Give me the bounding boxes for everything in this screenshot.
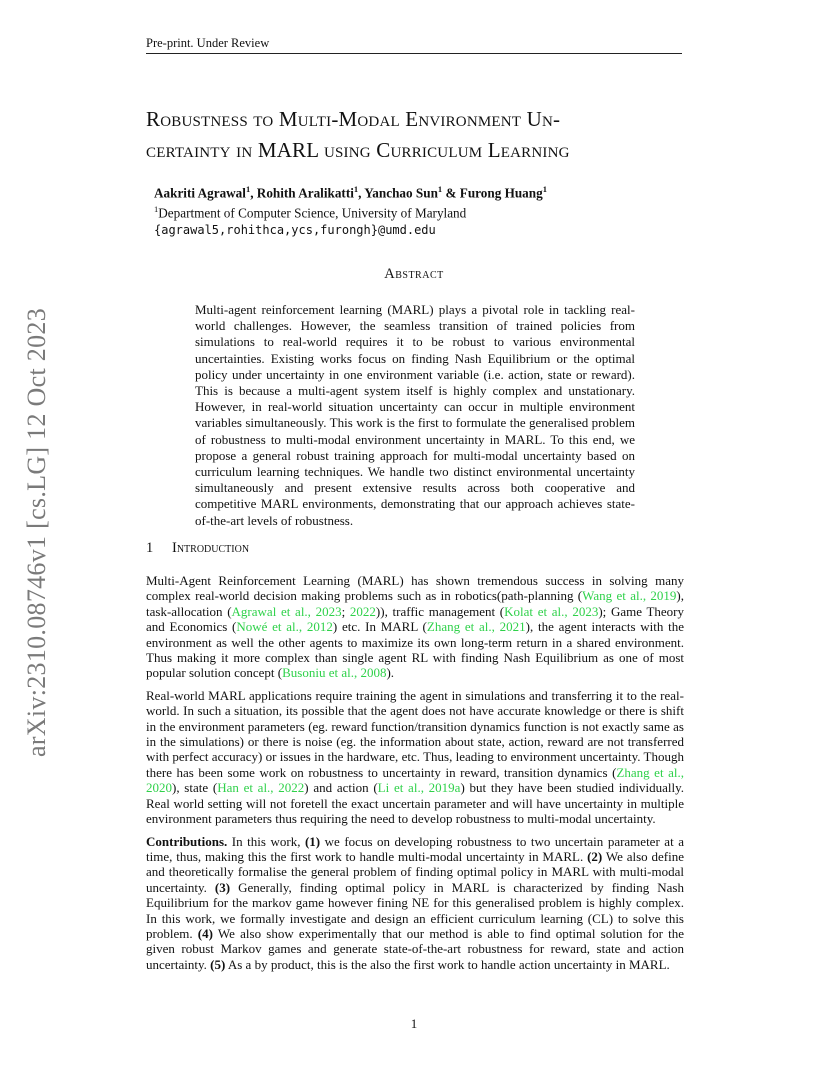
text-run: ), state (: [172, 780, 218, 796]
affiliation: [154, 201, 694, 221]
text-run: Generally, finding optimal policy in MARL is characterized by finding Nash Equilibrium for the markov game however fining NE for this generalised problem is highly complex. In this work, we formally investigate and design an efficient curriculum learning (CL) to solve this problem.: [146, 879, 684, 941]
text-run: We also show experimentally that our method is able to find optimal solution for the given robust Markov games and generate state-of-the-art robustness for reward, state and action uncertainty.: [146, 925, 684, 972]
contribution-marker: (3): [214, 879, 231, 895]
paragraph: [146, 573, 684, 681]
text-run: ), task-allocation (: [146, 588, 685, 619]
text-run: ), the agent interacts with the environment as well the other agents to maximize its own long-term return in a shared environment. Thus making it more complex than single agent RL with finding Nash Equilibrium as one of most popular solution concept (: [146, 619, 685, 681]
text-run: Multi-Agent Reinforcement Learning (MARL) has shown tremendous success in solving many complex real-world decision making problems such as in robotics(path-planning (: [146, 573, 684, 604]
text-run: As a by product, this is the also the first work to handle action uncertainty in MARL.: [225, 956, 670, 972]
contribution-marker: (2): [587, 848, 603, 864]
author-block: [154, 181, 694, 239]
citation-link[interactable]: Wang et al., 2019: [582, 588, 677, 604]
author-separator: ,: [250, 185, 257, 201]
abstract-text: Multi-agent reinforcement learning (MARL) plays a pivotal role in tackling real-world challenges. However, the seamless transition of trained policies from simulations to real-world requires it to be robust to various environmental uncertainties. Existing works focus on finding Nash Equilibrium or the optimal policy under uncertainty in one environment variable (i.e. action, state or reward). This is because a multi-agent system itself is highly complex and unstationary. However, in real-world situation uncertainty can occur in multiple environment variables simultaneously. This work is the first to formulate the generalised problem of robustness to multi-modal environment uncertainty in MARL. To this end, we propose a general robust training approach for multi-modal uncertainty based on curriculum learning techniques. We handle two distinct environmental uncertainty simultaneously and present extensive results across both cooperative and competitive MARL environments, demonstrating that our approach achieves state-of-the-art levels of robustness.: [195, 302, 635, 528]
contributions-label: Contributions.: [146, 833, 228, 849]
contribution-marker: (1): [304, 833, 321, 849]
text-run: In this work,: [227, 833, 305, 849]
author-emails[interactable]: {agrawal5,rohithca,ycs,furongh}@umd.edu: [154, 222, 436, 237]
author-name: Furong Huang: [459, 185, 543, 201]
introduction-body: [146, 573, 684, 979]
author-separator: &: [442, 185, 460, 201]
author-name: Yanchao Sun: [364, 185, 438, 201]
citation-link[interactable]: Agrawal et al., 2023: [231, 603, 342, 619]
text-run: ); Game Theory and Economics (: [146, 603, 684, 635]
citation-link[interactable]: Busoniu et al., 2008: [282, 665, 387, 681]
contribution-marker: (4): [197, 925, 213, 941]
text-run: ) etc. In MARL (: [332, 619, 427, 635]
citation-link[interactable]: Li et al., 2019a: [377, 780, 461, 796]
section-heading-introduction: [146, 540, 249, 557]
text-run: ).: [386, 665, 395, 681]
author-name: Rohith Aralikatti: [256, 185, 354, 201]
title-line-1: Robustness to Multi-Modal Environment Un-: [146, 107, 561, 131]
paper-title: [146, 104, 706, 166]
author-separator: ,: [358, 185, 365, 201]
affiliation-mark: 1: [245, 184, 251, 194]
affiliation-mark: 1: [154, 204, 159, 215]
citation-link[interactable]: Zhang et al., 2020: [146, 764, 684, 796]
abstract-heading: Abstract: [384, 266, 444, 282]
text-run: we focus on developing robustness to two uncertain parameter at a time, thus, making this the first work to handle multi-modal uncertainty in MARL.: [146, 833, 684, 864]
paragraph: [146, 834, 684, 973]
text-run: We also define and theoretically formalise the general problem of finding optimal policy in MARL with multi-modal uncertainty.: [146, 848, 685, 895]
text-run: )), traffic management (: [375, 603, 505, 619]
text-run: ) but they have been studied individually. Real world setting will not foretell the exact uncertain parameter and will have uncertainty in multiple environment parameters thus requiring the need to develop robustness to multi-modal uncertainty.: [146, 780, 684, 827]
text-run: ;: [341, 603, 350, 619]
citation-link[interactable]: Nowé et al., 2012: [236, 619, 333, 635]
author-name: Aakriti Agrawal: [154, 185, 246, 201]
affiliation-mark: 1: [437, 184, 443, 194]
citation-link[interactable]: 2022: [349, 603, 376, 619]
citation-link[interactable]: Kolat et al., 2023: [504, 603, 599, 619]
author-names: [154, 181, 694, 201]
text-run: Real-world MARL applications require training the agent in simulations and transferring it to the real-world. In such a situation, its possible that the agent does not have accurate knowledge or there is shift in the environment parameters (eg. reward function/transition dynamics function is not exactly same as in the simulations) or there is noise (eg. the information about state, action, reward are not transferred with perfect accuracy) or issues in the hardware, etc. Thus, leading to environment uncertainty. Though there has been some work on robustness to uncertainty in reward, transition dynamics (: [146, 687, 684, 780]
paragraph: [146, 688, 684, 827]
affiliation-mark: 1: [542, 184, 547, 194]
citation-link[interactable]: Han et al., 2022: [217, 780, 305, 796]
arxiv-stamp[interactable]: arXiv:2310.08746v1 [cs.LG] 12 Oct 2023: [22, 308, 51, 757]
affiliation-mark: 1: [353, 184, 359, 194]
contribution-marker: (5): [210, 956, 226, 972]
section-number: 1: [146, 540, 154, 556]
affiliation-text: Department of Computer Science, University of Maryland: [158, 205, 467, 221]
page-number: 1: [410, 1016, 418, 1031]
title-line-2: certainty in MARL using Curriculum Learning: [146, 138, 570, 162]
text-run: ) and action (: [304, 780, 378, 796]
section-title: Introduction: [172, 540, 250, 556]
running-header: Pre-print. Under Review: [146, 36, 682, 54]
citation-link[interactable]: Zhang et al., 2021: [426, 619, 526, 635]
